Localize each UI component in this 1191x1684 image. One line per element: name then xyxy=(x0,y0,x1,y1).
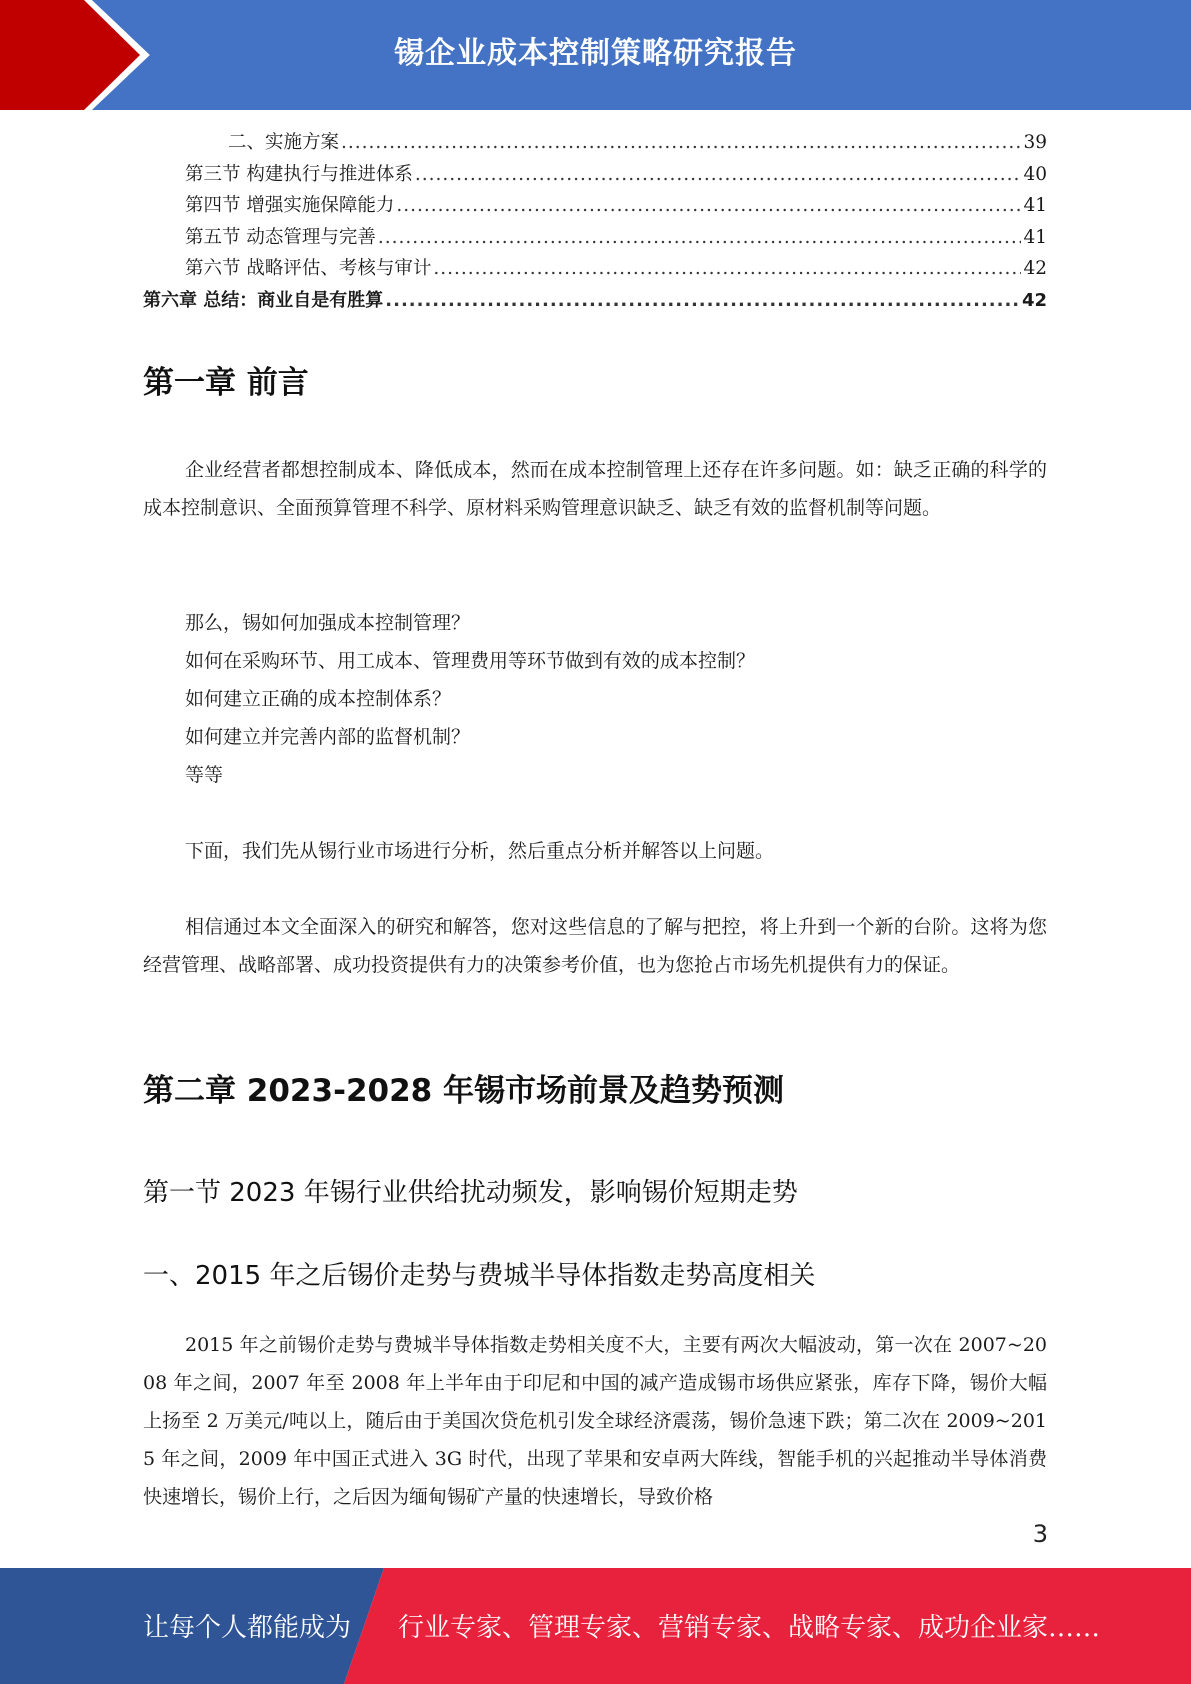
footer-slogan-left: 让每个人都能成为 xyxy=(143,1613,352,1643)
toc-entry[interactable] xyxy=(143,160,1047,192)
toc-entry-chapter[interactable] xyxy=(143,286,1047,318)
section-heading: 第一节 2023 年锡行业供给扰动频发，影响锡价短期走势 xyxy=(143,1178,798,1208)
page-footer xyxy=(0,1568,1191,1684)
chapter-1-paragraph-3: 相信通过本文全面深入的研究和解答，您对这些信息的了解与把控，将上升到一个新的台阶。这将为您经营管理、战略部署、成功投资提供有力的决策参考价值，也为您抢占市场先机提供有力的保证。 xyxy=(143,916,1047,976)
chapter-1-paragraph-2: 下面，我们先从锡行业市场进行分析，然后重点分析并解答以上问题。 xyxy=(185,840,775,862)
toc-entry-page: 40 xyxy=(1023,163,1047,185)
toc-entry-title: 第六节 战略评估、考核与审计 xyxy=(185,258,432,279)
chapter-2-paragraph-1: 2015 年之前锡价走势与费城半导体指数走势相关度不大，主要有两次大幅波动，第一次在 2007~2008 年之间，2007 年至 2008 年上半年由于印尼和中国的减产造成锡市场供应紧张，库存下降，锡价大幅上扬至 2 万美元/吨以上，随后由于美国次贷危机引发全球经济震荡，锡价急速下跌；第二次在 2009~2015 年之间，2009 年中国正式进入 3G 时代，出现了苹果和安卓两大阵线，智能手机的兴起推动半导体消费快速增长，锡价上行，之后因为缅甸锡矿产量的快速增长，导致价格 xyxy=(143,1334,1047,1508)
page-header xyxy=(0,0,1191,110)
toc-entry-page: 42 xyxy=(1021,289,1047,311)
chapter-1-paragraph-1: 企业经营者都想控制成本、降低成本，然而在成本控制管理上还存在许多问题。如：缺乏正确的科学的成本控制意识、全面预算管理不科学、原材料采购管理意识缺乏、缺乏有效的监督机制等问题。 xyxy=(143,459,1047,519)
toc-entry-page: 41 xyxy=(1023,226,1047,248)
table-of-contents xyxy=(143,128,1047,317)
chapter-1-heading: 第一章 前言 xyxy=(143,365,309,401)
chapter-2-heading: 第二章 2023-2028 年锡市场前景及趋势预测 xyxy=(143,1073,785,1109)
page-number: 3 xyxy=(1032,1520,1048,1548)
toc-entry-page: 41 xyxy=(1023,195,1047,216)
toc-entry-page: 42 xyxy=(1023,258,1047,279)
toc-leader-dots xyxy=(396,195,1021,216)
question-item: 等等 xyxy=(185,764,224,786)
question-list xyxy=(185,604,755,794)
toc-entry[interactable] xyxy=(143,223,1047,255)
toc-leader-dots xyxy=(378,227,1022,248)
toc-entry-title: 二、实施方案 xyxy=(228,132,340,153)
toc-leader-dots xyxy=(341,132,1021,153)
toc-entry[interactable] xyxy=(143,191,1047,223)
toc-leader-dots xyxy=(385,290,1020,311)
question-item: 如何在采购环节、用工成本、管理费用等环节做到有效的成本控制？ xyxy=(185,650,756,672)
toc-entry-title: 第三节 构建执行与推进体系 xyxy=(185,163,413,185)
toc-entry[interactable] xyxy=(143,254,1047,286)
report-title: 锡企业成本控制策略研究报告 xyxy=(394,36,797,71)
subsection-heading: 一、2015 年之后锡价走势与费城半导体指数走势高度相关 xyxy=(143,1261,816,1291)
toc-entry-title: 第六章 总结：商业自是有胜算 xyxy=(143,289,384,311)
footer-slogan-right: 行业专家、管理专家、营销专家、战略专家、成功企业家…… xyxy=(398,1613,1101,1643)
question-item: 如何建立并完善内部的监督机制？ xyxy=(185,726,471,748)
toc-entry[interactable] xyxy=(143,128,1047,160)
toc-leader-dots xyxy=(433,258,1021,279)
question-item: 如何建立正确的成本控制体系？ xyxy=(185,688,452,710)
toc-leader-dots xyxy=(415,164,1022,185)
toc-entry-title: 第五节 动态管理与完善 xyxy=(185,226,376,248)
toc-entry-title: 第四节 增强实施保障能力 xyxy=(185,195,395,216)
question-item: 那么，锡如何加强成本控制管理？ xyxy=(185,612,471,634)
toc-entry-page: 39 xyxy=(1023,132,1047,153)
